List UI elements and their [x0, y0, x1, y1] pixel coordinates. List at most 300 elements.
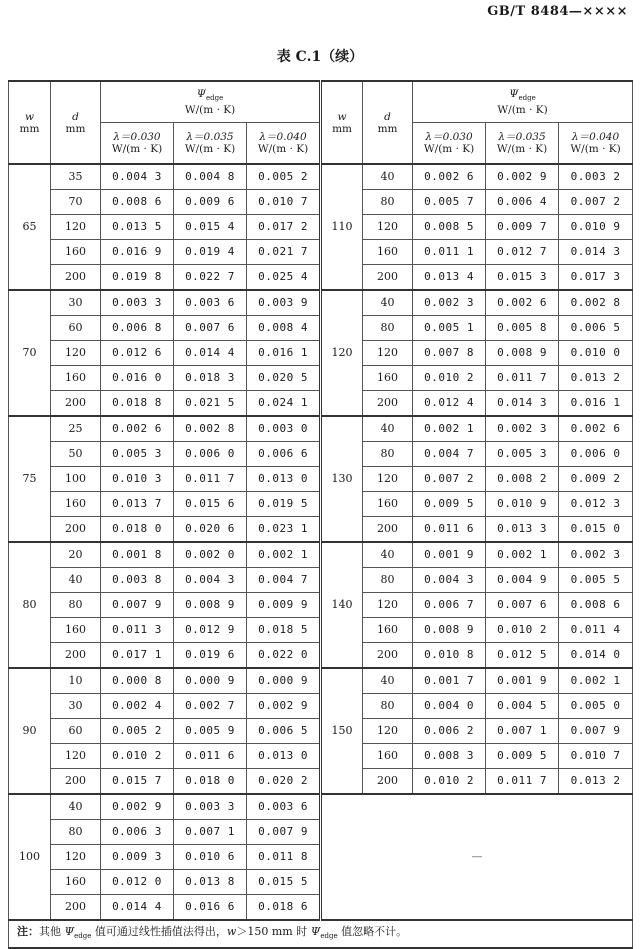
d-cell: 80: [51, 820, 101, 845]
psi-cell: 0.019 5: [247, 492, 321, 517]
psi-unit: W/(m · K): [184, 104, 236, 117]
psi-cell: 0.010 0: [559, 341, 633, 366]
lambda-value: λ＝0.030: [113, 131, 161, 143]
psi-cell: 0.008 2: [486, 467, 559, 492]
psi-cell: 0.011 1: [413, 240, 486, 265]
d-cell: 70: [51, 190, 101, 215]
psi-cell: 0.004 3: [413, 568, 486, 593]
table-row: [9, 215, 633, 240]
d-cell: 120: [363, 719, 413, 744]
psi-cell: 0.008 6: [101, 190, 174, 215]
note-text: 值忽略不计。: [337, 924, 408, 938]
psi-cell: 0.012 3: [559, 492, 633, 517]
psi-cell: 0.002 8: [174, 416, 247, 442]
psi-cell: 0.010 7: [247, 190, 321, 215]
psi-cell: 0.005 1: [413, 316, 486, 341]
standard-code: GB/T 8484—××××: [487, 4, 628, 19]
table-caption: 表 C.1（续）: [276, 49, 364, 65]
w-cell: 90: [9, 668, 51, 794]
psi-cell: 0.002 3: [486, 416, 559, 442]
psi-cell: 0.006 7: [413, 593, 486, 618]
psi-symbol: Ψ: [310, 924, 321, 938]
psi-cell: 0.021 5: [174, 391, 247, 417]
psi-cell: 0.018 0: [174, 769, 247, 795]
lambda-unit: W/(m · K): [111, 143, 163, 155]
psi-cell: 0.001 8: [101, 542, 174, 568]
psi-cell: 0.004 5: [486, 694, 559, 719]
psi-cell: 0.002 3: [413, 290, 486, 316]
psi-cell: 0.022 0: [247, 643, 321, 669]
psi-cell: 0.011 4: [559, 618, 633, 643]
psi-cell: 0.005 2: [247, 164, 321, 190]
header-w-left: [9, 81, 51, 164]
d-cell: 60: [51, 316, 101, 341]
psi-cell: 0.025 4: [247, 265, 321, 291]
psi-cell: 0.012 9: [174, 618, 247, 643]
header-lambda-left-1: [174, 123, 247, 165]
psi-cell: 0.006 5: [247, 719, 321, 744]
header-psi-left: [101, 81, 321, 123]
psi-cell: 0.016 0: [101, 366, 174, 391]
psi-cell: 0.000 9: [247, 668, 321, 694]
psi-cell: 0.012 7: [486, 240, 559, 265]
psi-cell: 0.002 6: [101, 416, 174, 442]
d-cell: 120: [363, 215, 413, 240]
d-cell: 80: [363, 190, 413, 215]
header-lambda-right-2: [559, 123, 633, 165]
psi-cell: 0.010 2: [413, 366, 486, 391]
psi-cell: 0.008 5: [413, 215, 486, 240]
lambda-unit: W/(m · K): [257, 143, 309, 155]
d-cell: 80: [363, 694, 413, 719]
psi-unit: W/(m · K): [497, 104, 548, 117]
d-cell: 40: [363, 542, 413, 568]
d-symbol: d: [72, 110, 79, 123]
psi-cell: 0.020 6: [174, 517, 247, 543]
note-text: ＞150 mm 时: [236, 924, 311, 938]
psi-cell: 0.023 1: [247, 517, 321, 543]
header-row-2: [9, 123, 633, 165]
psi-cell: 0.013 4: [413, 265, 486, 291]
psi-cell: 0.007 2: [559, 190, 633, 215]
psi-cell: 0.005 3: [101, 442, 174, 467]
psi-cell: 0.003 3: [101, 290, 174, 316]
psi-cell: 0.015 6: [174, 492, 247, 517]
d-cell: 40: [363, 668, 413, 694]
psi-cell: 0.009 3: [101, 845, 174, 870]
table-row: [9, 492, 633, 517]
psi-cell: 0.001 9: [413, 542, 486, 568]
psi-cell: 0.004 7: [247, 568, 321, 593]
psi-cell: 0.019 4: [174, 240, 247, 265]
note-row: [9, 920, 633, 948]
w-cell: 140: [321, 542, 363, 668]
header-w-right: [321, 81, 363, 164]
d-cell: 160: [363, 492, 413, 517]
psi-cell: 0.002 7: [174, 694, 247, 719]
psi-cell: 0.014 0: [559, 643, 633, 669]
psi-cell: 0.008 9: [486, 341, 559, 366]
table-row: [9, 694, 633, 719]
d-cell: 40: [363, 290, 413, 316]
psi-cell: 0.006 3: [101, 820, 174, 845]
d-cell: 30: [51, 290, 101, 316]
psi-cell: 0.018 8: [101, 391, 174, 417]
psi-cell: 0.004 0: [413, 694, 486, 719]
table-row: [9, 744, 633, 769]
d-cell: 160: [51, 870, 101, 895]
psi-cell: 0.016 6: [174, 895, 247, 921]
table-row: [9, 517, 633, 543]
w-cell: 110: [321, 164, 363, 290]
psi-cell: 0.003 8: [101, 568, 174, 593]
d-cell: 120: [51, 744, 101, 769]
d-cell: 120: [51, 215, 101, 240]
table-row: [9, 618, 633, 643]
psi-cell: 0.006 2: [413, 719, 486, 744]
psi-cell: 0.013 0: [247, 467, 321, 492]
psi-cell: 0.005 2: [101, 719, 174, 744]
table-row: [9, 794, 633, 820]
psi-cell: 0.010 2: [413, 769, 486, 795]
psi-cell: 0.012 5: [486, 643, 559, 669]
psi-cell: 0.003 9: [247, 290, 321, 316]
d-cell: 160: [51, 366, 101, 391]
psi-cell: 0.006 6: [247, 442, 321, 467]
psi-cell: 0.014 4: [101, 895, 174, 921]
d-cell: 120: [51, 845, 101, 870]
d-cell: 160: [363, 240, 413, 265]
psi-cell: 0.008 3: [413, 744, 486, 769]
psi-cell: 0.007 8: [413, 341, 486, 366]
w-cell: 120: [321, 290, 363, 416]
d-symbol: d: [384, 110, 391, 123]
d-cell: 50: [51, 442, 101, 467]
header-d-left: [51, 81, 101, 164]
psi-cell: 0.003 6: [174, 290, 247, 316]
table-row: [9, 416, 633, 442]
psi-cell: 0.018 6: [247, 895, 321, 921]
psi-cell: 0.006 5: [559, 316, 633, 341]
lambda-value: λ＝0.040: [259, 131, 307, 143]
d-cell: 80: [363, 568, 413, 593]
table-row: [9, 366, 633, 391]
psi-cell: 0.002 8: [559, 290, 633, 316]
psi-symbol: Ψ: [196, 87, 206, 100]
psi-subscript: edge: [518, 94, 536, 103]
psi-cell: 0.017 3: [559, 265, 633, 291]
d-cell: 160: [51, 618, 101, 643]
psi-cell: 0.022 7: [174, 265, 247, 291]
d-cell: 200: [363, 517, 413, 543]
psi-cell: 0.013 8: [174, 870, 247, 895]
psi-cell: 0.005 0: [559, 694, 633, 719]
w-cell: 130: [321, 416, 363, 542]
table-row: [9, 668, 633, 694]
psi-cell: 0.001 9: [486, 668, 559, 694]
header-d-right: [363, 81, 413, 164]
psi-cell: 0.002 9: [486, 164, 559, 190]
psi-cell: 0.006 4: [486, 190, 559, 215]
d-cell: 200: [51, 769, 101, 795]
psi-cell: 0.002 1: [413, 416, 486, 442]
psi-cell: 0.002 0: [174, 542, 247, 568]
d-cell: 160: [51, 492, 101, 517]
w-symbol: w: [25, 110, 34, 123]
w-unit: mm: [332, 122, 352, 135]
psi-cell: 0.002 1: [559, 668, 633, 694]
psi-cell: 0.007 2: [413, 467, 486, 492]
psi-cell: 0.019 6: [174, 643, 247, 669]
psi-cell: 0.005 9: [174, 719, 247, 744]
lambda-unit: W/(m · K): [184, 143, 236, 155]
table-row: [9, 316, 633, 341]
d-cell: 30: [51, 694, 101, 719]
psi-cell: 0.012 0: [101, 870, 174, 895]
psi-cell: 0.008 6: [559, 593, 633, 618]
w-cell: 80: [9, 542, 51, 668]
d-cell: 160: [363, 366, 413, 391]
psi-cell: 0.002 9: [247, 694, 321, 719]
psi-cell: 0.009 5: [413, 492, 486, 517]
psi-cell: 0.011 3: [101, 618, 174, 643]
psi-cell: 0.001 7: [413, 668, 486, 694]
psi-cell: 0.015 3: [486, 265, 559, 291]
lambda-unit: W/(m · K): [496, 143, 548, 155]
psi-cell: 0.010 7: [559, 744, 633, 769]
psi-cell: 0.006 0: [559, 442, 633, 467]
table-row: [9, 164, 633, 190]
table-row: [9, 290, 633, 316]
d-cell: 35: [51, 164, 101, 190]
psi-cell: 0.007 1: [174, 820, 247, 845]
psi-cell: 0.004 3: [174, 568, 247, 593]
psi-symbol: Ψ: [64, 924, 75, 938]
psi-edge-symbol: [413, 88, 632, 104]
psi-cell: 0.024 1: [247, 391, 321, 417]
psi-cell: 0.005 8: [486, 316, 559, 341]
psi-cell: 0.004 9: [486, 568, 559, 593]
psi-cell: 0.016 9: [101, 240, 174, 265]
psi-cell: 0.018 0: [101, 517, 174, 543]
lambda-value: λ＝0.035: [498, 131, 546, 143]
psi-cell: 0.010 9: [486, 492, 559, 517]
psi-cell: 0.009 5: [486, 744, 559, 769]
d-cell: 60: [51, 719, 101, 744]
note-text: 值可通过线性插值法得出，: [91, 924, 227, 938]
header-lambda-right-0: [413, 123, 486, 165]
psi-subscript: edge: [320, 932, 338, 941]
empty-cell: —: [321, 794, 633, 920]
d-cell: 20: [51, 542, 101, 568]
lambda-value: λ＝0.040: [571, 131, 620, 143]
d-cell: 120: [363, 467, 413, 492]
psi-cell: 0.011 6: [413, 517, 486, 543]
psi-cell: 0.007 9: [101, 593, 174, 618]
d-cell: 25: [51, 416, 101, 442]
table-row: [9, 593, 633, 618]
psi-cell: 0.010 8: [413, 643, 486, 669]
psi-cell: 0.013 2: [559, 366, 633, 391]
psi-cell: 0.002 1: [486, 542, 559, 568]
psi-cell: 0.010 6: [174, 845, 247, 870]
psi-subscript: edge: [206, 94, 224, 103]
psi-cell: 0.017 1: [101, 643, 174, 669]
psi-cell: 0.004 7: [413, 442, 486, 467]
w-cell: 75: [9, 416, 51, 542]
d-unit: mm: [377, 122, 398, 135]
psi-cell: 0.011 7: [174, 467, 247, 492]
psi-edge-symbol: [101, 88, 319, 104]
psi-subscript: edge: [74, 932, 92, 941]
psi-cell: 0.007 6: [486, 593, 559, 618]
psi-symbol: Ψ: [509, 87, 519, 100]
psi-cell: 0.003 0: [247, 416, 321, 442]
lambda-unit: W/(m · K): [423, 143, 475, 155]
w-cell: 70: [9, 290, 51, 416]
d-cell: 10: [51, 668, 101, 694]
psi-cell: 0.014 4: [174, 341, 247, 366]
psi-cell: 0.010 3: [101, 467, 174, 492]
psi-cell: 0.000 8: [101, 668, 174, 694]
d-cell: 160: [363, 744, 413, 769]
w-unit: mm: [19, 122, 40, 135]
header-lambda-left-2: [247, 123, 321, 165]
header-lambda-left-0: [101, 123, 174, 165]
d-cell: 40: [363, 416, 413, 442]
psi-cell: 0.013 0: [247, 744, 321, 769]
d-cell: 200: [363, 265, 413, 291]
psi-cell: 0.013 7: [101, 492, 174, 517]
psi-cell: 0.002 6: [486, 290, 559, 316]
psi-cell: 0.008 9: [174, 593, 247, 618]
psi-cell: 0.014 3: [486, 391, 559, 417]
d-cell: 40: [51, 794, 101, 820]
psi-cell: 0.003 6: [247, 794, 321, 820]
table-row: [9, 542, 633, 568]
d-cell: 120: [363, 341, 413, 366]
d-cell: 40: [51, 568, 101, 593]
table-row: [9, 240, 633, 265]
d-unit: mm: [65, 122, 86, 135]
d-cell: 200: [363, 391, 413, 417]
psi-cell: 0.016 1: [247, 341, 321, 366]
header-row-1: [9, 81, 633, 123]
psi-cell: 0.019 8: [101, 265, 174, 291]
psi-cell: 0.007 6: [174, 316, 247, 341]
psi-cell: 0.010 2: [486, 618, 559, 643]
table-row: [9, 568, 633, 593]
table-row: [9, 341, 633, 366]
psi-cell: 0.002 3: [559, 542, 633, 568]
table-row: [9, 467, 633, 492]
table-row: [9, 769, 633, 795]
psi-cell: 0.009 6: [174, 190, 247, 215]
table-note: [9, 920, 633, 948]
d-cell: 200: [51, 391, 101, 417]
d-cell: 40: [363, 164, 413, 190]
d-cell: 80: [363, 316, 413, 341]
psi-cell: 0.011 7: [486, 769, 559, 795]
psi-cell: 0.015 5: [247, 870, 321, 895]
psi-cell: 0.011 6: [174, 744, 247, 769]
psi-cell: 0.009 7: [486, 215, 559, 240]
psi-cell: 0.008 9: [413, 618, 486, 643]
psi-cell: 0.010 2: [101, 744, 174, 769]
table-row: [9, 442, 633, 467]
psi-cell: 0.012 4: [413, 391, 486, 417]
psi-cell: 0.008 4: [247, 316, 321, 341]
w-cell: 150: [321, 668, 363, 794]
note-prefix: 注：: [17, 924, 39, 938]
psi-cell: 0.015 0: [559, 517, 633, 543]
psi-cell: 0.012 6: [101, 341, 174, 366]
psi-cell: 0.005 7: [413, 190, 486, 215]
lambda-unit: W/(m · K): [570, 143, 621, 155]
psi-cell: 0.020 2: [247, 769, 321, 795]
psi-cell: 0.007 1: [486, 719, 559, 744]
d-cell: 200: [363, 643, 413, 669]
table-row: [9, 643, 633, 669]
psi-cell: 0.011 8: [247, 845, 321, 870]
note-w-symbol: w: [226, 924, 237, 938]
psi-cell: 0.011 7: [486, 366, 559, 391]
psi-cell: 0.004 3: [101, 164, 174, 190]
d-cell: 200: [51, 265, 101, 291]
psi-cell: 0.018 5: [247, 618, 321, 643]
psi-cell: 0.002 1: [247, 542, 321, 568]
psi-cell: 0.007 9: [559, 719, 633, 744]
w-cell: 65: [9, 164, 51, 290]
psi-cell: 0.003 3: [174, 794, 247, 820]
w-cell: 100: [9, 794, 51, 920]
psi-cell: 0.007 9: [247, 820, 321, 845]
psi-cell: 0.002 9: [101, 794, 174, 820]
psi-cell: 0.010 9: [559, 215, 633, 240]
note-text: 其他: [39, 924, 65, 938]
d-cell: 120: [363, 593, 413, 618]
psi-cell: 0.006 8: [101, 316, 174, 341]
d-cell: 200: [363, 769, 413, 795]
psi-cell: 0.013 5: [101, 215, 174, 240]
psi-cell: 0.002 6: [559, 416, 633, 442]
psi-cell: 0.020 5: [247, 366, 321, 391]
d-cell: 160: [363, 618, 413, 643]
psi-cell: 0.006 0: [174, 442, 247, 467]
header-lambda-right-1: [486, 123, 559, 165]
psi-cell: 0.009 9: [247, 593, 321, 618]
psi-cell: 0.015 4: [174, 215, 247, 240]
table-row: [9, 190, 633, 215]
psi-cell: 0.013 3: [486, 517, 559, 543]
lambda-value: λ＝0.030: [425, 131, 473, 143]
w-symbol: w: [337, 110, 347, 123]
d-cell: 200: [51, 643, 101, 669]
psi-cell: 0.009 2: [559, 467, 633, 492]
psi-cell: 0.005 5: [559, 568, 633, 593]
psi-cell: 0.002 4: [101, 694, 174, 719]
psi-cell: 0.005 3: [486, 442, 559, 467]
d-cell: 200: [51, 895, 101, 921]
psi-cell: 0.003 2: [559, 164, 633, 190]
psi-cell: 0.004 8: [174, 164, 247, 190]
psi-cell: 0.014 3: [559, 240, 633, 265]
header-psi-right: [413, 81, 633, 123]
psi-cell: 0.000 9: [174, 668, 247, 694]
d-cell: 200: [51, 517, 101, 543]
psi-edge-table: [8, 80, 633, 949]
d-cell: 120: [51, 341, 101, 366]
